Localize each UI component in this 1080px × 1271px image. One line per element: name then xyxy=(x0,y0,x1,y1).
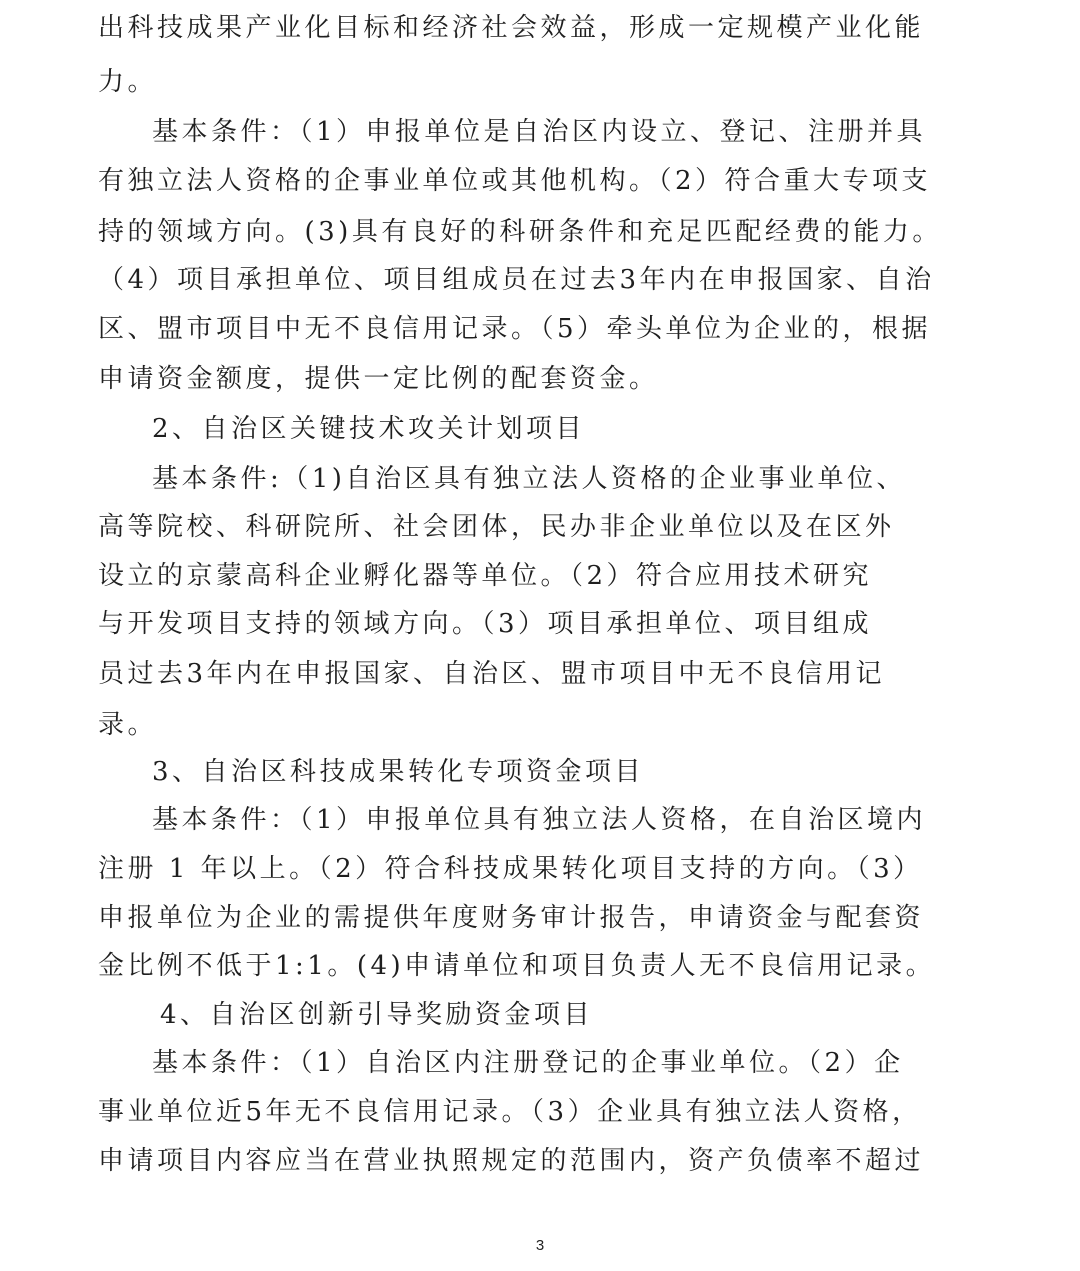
text-line: 有独立法人资格的企事业单位或其他机构。（2）符合重大专项支 xyxy=(98,166,932,196)
text-line: 事业单位近5年无不良信用记录。（3）企业具有独立法人资格， xyxy=(98,1097,922,1127)
text-line: 基本条件：（1）申报单位是自治区内设立、登记、注册并具 xyxy=(152,117,927,147)
text-line: 高等院校、科研院所、社会团体，民办非企业单位以及在区外 xyxy=(98,512,895,542)
text-line: 基本条件：（1）自治区内注册登记的企事业单位。（2）企 xyxy=(152,1048,904,1078)
text-line: 注册 1 年以上。（2）符合科技成果转化项目支持的方向。（3） xyxy=(98,854,923,884)
text-line: 力。 xyxy=(98,67,158,97)
section-heading: 2、自治区关键技术攻关计划项目 xyxy=(152,414,586,444)
text-line: 申请资金额度，提供一定比例的配套资金。 xyxy=(98,364,659,394)
page-number: 3 xyxy=(535,1237,545,1254)
text-line: 区、盟市项目中无不良信用记录。（5）牵头单位为企业的，根据 xyxy=(98,314,932,344)
text-line: （4）项目承担单位、项目组成员在过去3年内在申报国家、自治 xyxy=(98,265,935,295)
text-line: 基本条件:（1)自治区具有独立法人资格的企业事业单位、 xyxy=(152,464,906,494)
section-heading: 4、自治区创新引导奖励资金项目 xyxy=(160,1000,594,1030)
text-line: 出科技成果产业化目标和经济社会效益，形成一定规模产业化能 xyxy=(98,13,925,43)
text-line: 金比例不低于1:1。(4)申请单位和项目负责人无不良信用记录。 xyxy=(98,951,936,981)
section-heading: 3、自治区科技成果转化专项资金项目 xyxy=(152,757,645,787)
text-line: 员过去3年内在申报国家、自治区、盟市项目中无不良信用记 xyxy=(98,659,886,689)
text-line: 录。 xyxy=(98,710,158,740)
text-line: 申请项目内容应当在营业执照规定的范围内，资产负债率不超过 xyxy=(98,1146,925,1176)
text-line: 基本条件：（1）申报单位具有独立法人资格，在自治区境内 xyxy=(152,805,927,835)
text-line: 设立的京蒙高科企业孵化器等单位。（2）符合应用技术研究 xyxy=(98,561,873,591)
text-line: 与开发项目支持的领域方向。（3）项目承担单位、项目组成 xyxy=(98,609,873,639)
text-line: 申报单位为企业的需提供年度财务审计报告，申请资金与配套资 xyxy=(98,903,925,933)
text-line: 持的领域方向。(3)具有良好的科研条件和充足匹配经费的能力。 xyxy=(98,217,942,247)
